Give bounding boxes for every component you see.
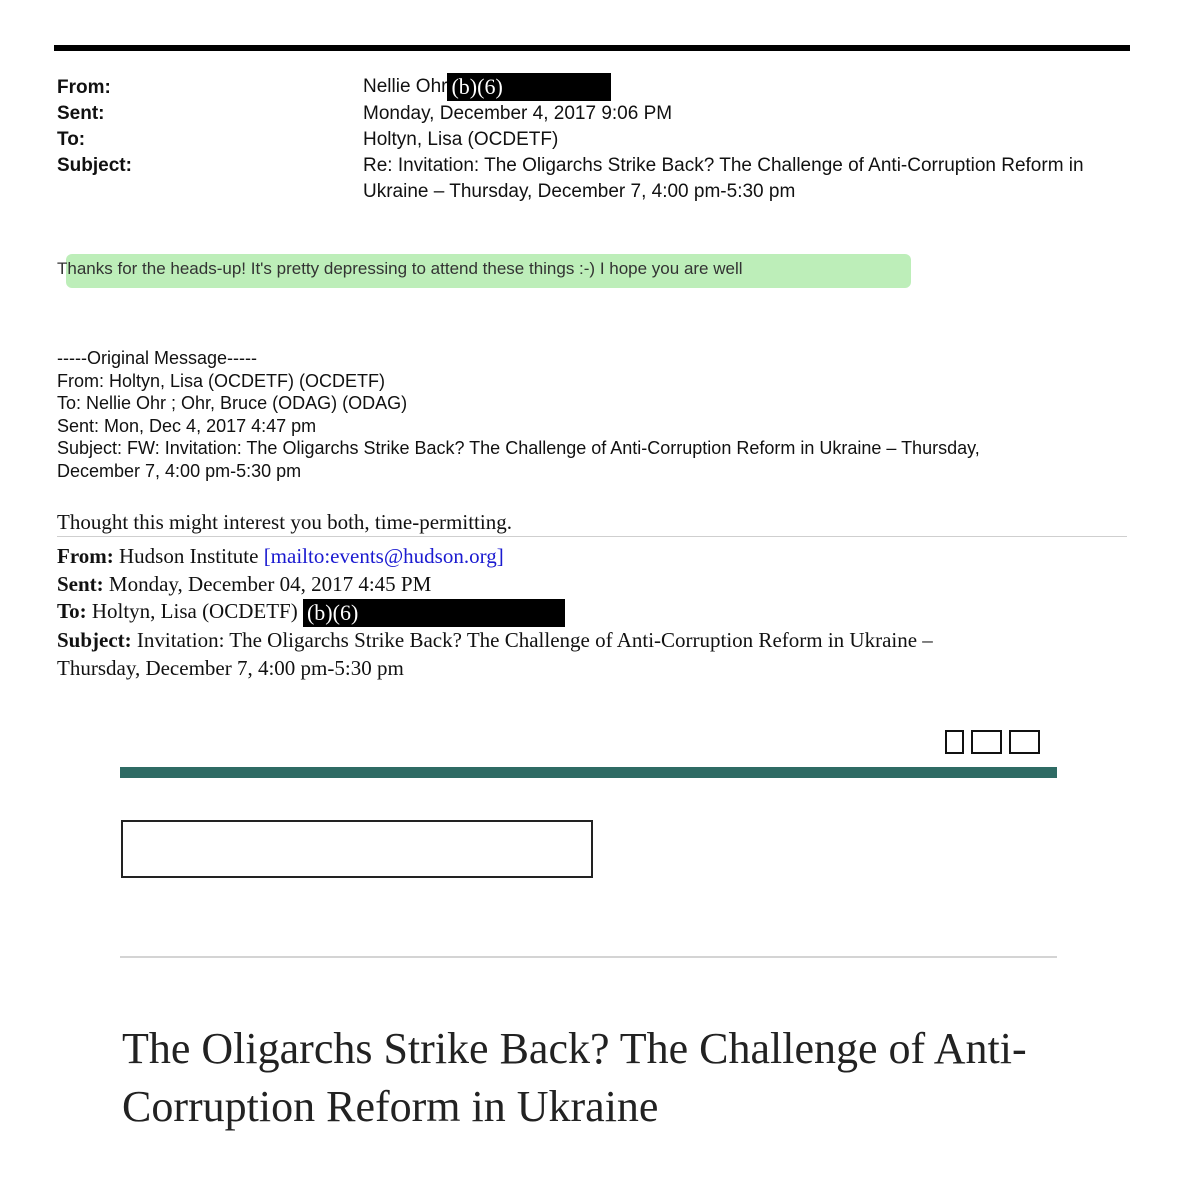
original-from: From: Holtyn, Lisa (OCDETF) (OCDETF) bbox=[57, 370, 386, 391]
redaction-box: (b)(6) bbox=[303, 599, 565, 627]
section-divider bbox=[120, 956, 1057, 958]
separator-line bbox=[57, 536, 1127, 537]
fwd-subject-label: Subject: bbox=[57, 628, 132, 653]
subject-line-2: Ukraine – Thursday, December 7, 4:00 pm-5:30 pm bbox=[363, 181, 796, 202]
mailto-link[interactable]: [mailto:events@hudson.org] bbox=[263, 544, 504, 568]
sent-label: Sent: bbox=[57, 103, 105, 124]
fwd-to-label: To: bbox=[57, 599, 87, 623]
fwd-sent-row bbox=[57, 571, 1127, 599]
subject-value bbox=[363, 153, 1123, 205]
placeholder-box-icon bbox=[1009, 730, 1040, 754]
fwd-to-row bbox=[57, 598, 1127, 627]
fwd-sent-value: Monday, December 04, 2017 4:45 PM bbox=[108, 571, 432, 596]
fwd-subject-row bbox=[57, 627, 1127, 655]
to-label: To: bbox=[57, 129, 86, 150]
fwd-to-value: Holtyn, Lisa (OCDETF) bbox=[91, 599, 303, 623]
forward-note: Thought this might interest you both, time-permitting. bbox=[57, 510, 512, 534]
fwd-subject-line-2: Thursday, December 7, 4:00 pm-5:30 pm bbox=[57, 655, 404, 680]
to-value: Holtyn, Lisa (OCDETF) bbox=[363, 129, 559, 150]
event-title bbox=[122, 1020, 1082, 1136]
event-title-line-2: Corruption Reform in Ukraine bbox=[122, 1082, 659, 1131]
subject-line-1: Re: Invitation: The Oligarchs Strike Back? The Challenge of Anti-Corruption Reform in bbox=[363, 155, 1084, 176]
placeholder-box-icon bbox=[971, 730, 1002, 754]
fwd-from-row bbox=[57, 543, 1127, 571]
fwd-subject-line-1: Invitation: The Oligarchs Strike Back? The Challenge of Anti-Corruption Reform in Ukraine – bbox=[136, 628, 933, 653]
missing-image-placeholders bbox=[945, 730, 1040, 754]
original-to: To: Nellie Ohr ; Ohr, Bruce (ODAG) (ODAG) bbox=[57, 393, 408, 414]
original-subject-line-1: Subject: FW: Invitation: The Oligarchs Strike Back? The Challenge of Anti-Corruption Reform in Ukraine – Thursday, bbox=[57, 438, 980, 459]
image-placeholder-box bbox=[121, 820, 593, 878]
from-label: From: bbox=[57, 77, 111, 98]
original-message bbox=[57, 347, 1137, 483]
fwd-from-label: From: bbox=[57, 544, 114, 568]
reply-body: Thanks for the heads-up! It's pretty depressing to attend these things :-) I hope you are well bbox=[57, 259, 743, 278]
placeholder-box-icon bbox=[945, 730, 964, 754]
subject-label: Subject: bbox=[57, 155, 132, 176]
sent-value: Monday, December 4, 2017 9:06 PM bbox=[363, 103, 673, 124]
original-sent: Sent: Mon, Dec 4, 2017 4:47 pm bbox=[57, 415, 317, 436]
sender-name: Nellie Ohr bbox=[363, 76, 448, 98]
original-subject-line-2: December 7, 4:00 pm-5:30 pm bbox=[57, 460, 302, 481]
event-title-line-1: The Oligarchs Strike Back? The Challenge of Anti- bbox=[122, 1024, 1027, 1073]
original-message-divider: -----Original Message----- bbox=[57, 348, 258, 368]
from-value bbox=[363, 73, 1123, 101]
fwd-sent-label: Sent: bbox=[57, 571, 104, 596]
redaction-box: (b)(6) bbox=[447, 73, 611, 101]
top-divider bbox=[54, 45, 1130, 51]
brand-bar bbox=[120, 767, 1057, 778]
fwd-from-value: Hudson Institute bbox=[119, 544, 264, 568]
forwarded-header bbox=[57, 543, 1127, 682]
